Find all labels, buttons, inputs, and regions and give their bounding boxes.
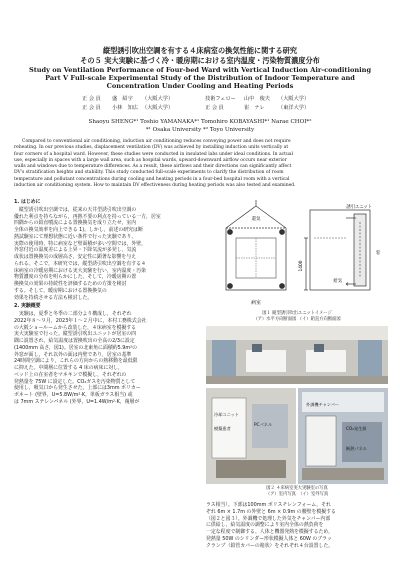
body-line: に抑えた。中間層に位置する 4 床の病床に対し，: [14, 365, 123, 371]
body-line: クランプ（鉛管カバーの箱状）をそれぞれ４台設置した。: [206, 542, 334, 549]
photo-panel: [206, 326, 388, 484]
body-line: 外窓が面し，それ以外の面は内壁であり，居室の基準: [14, 351, 132, 358]
body-line: 実験は，夏季と冬季の二部分より構成し，それぞれ: [14, 311, 132, 317]
abstract-line: induction air conditioning system. How to maintain DV effectiveness during heating periods was also tested and examined.: [14, 183, 296, 189]
affiliations-english: *¹ Osaka University *² Toyo University: [145, 127, 255, 133]
title-japanese-line-2: その５ 実大実験に基づく冷・暖房期における室内温度・汚染物質濃度分布: [80, 56, 320, 65]
body-line: られる。そこで，本研究では，縦型誘引吹出空調を有する４: [14, 260, 146, 267]
photo-label-cooling-unit: 冷却ユニット: [214, 412, 239, 417]
body-line: 実際の使用時，特に病室など壁面積が多い空間では，外壁，: [14, 240, 147, 247]
abstract-line: reheating. In our previous studies, displacement ventilation (DV) was achieved by installing induction units vertically at: [14, 145, 289, 151]
body-line: 四隅からの鉛直噴流による置換換気を成り立たせ，室内: [14, 220, 137, 227]
body-line: 全体の換気効率を向上できる 1)。しかし，前述の研究は断: [14, 227, 143, 233]
author-role: 正 会 員: [82, 96, 101, 102]
abstract-line: temperature and pollutant concentrations during cooling and heating periods in a four-bed hospital room with a vertical: [14, 176, 290, 182]
body-line: 実大実験室で行った。縦型誘引吹出ユニットが居室の四: [14, 331, 137, 338]
author-role: 正 会 員: [205, 105, 224, 111]
body-line: 発熱量を 75W に設定した。CO₂ガスを汚染物質として: [14, 378, 136, 385]
authors-english: Shaoyu SHENG*¹ Toshio YAMANAKA*¹ Tomohiro KOBAYASHI*¹ Narae CHOI*²: [88, 119, 312, 125]
author-affiliation: （大阪大学）: [142, 96, 174, 102]
abstract-line: four corners of a hospital ward. However, these studies were conducted in insulated labs under ideal conditions. In actual: [14, 151, 294, 157]
section-heading-intro: 1. はじめに: [14, 199, 41, 205]
title-english-line-1: Study on Ventilation Performance of Four-bed Ward with Vertical Induction Air-conditioning: [28, 66, 372, 74]
body-line: 熱試験室にて理想状態に近い条件で行った実験であり，: [14, 233, 137, 240]
author-row-1: [0, 95, 400, 104]
diagram-height-label: 1400: [299, 260, 304, 272]
body-line: する。そして，暖房期における置換換気の: [14, 287, 107, 294]
body-line: の大阪ショールームから改装した，４床病室を模擬する: [14, 324, 137, 331]
body-line: 優れた利点を持ちながら，再熱不要の利点を持っている一方，居室: [14, 213, 161, 220]
title-english-line-3: Concentration Under Cooling and Heating Periods: [106, 82, 294, 90]
body-line: 一定な程度で制御する。人体と機器発熱を模擬するため，: [206, 529, 333, 535]
body-line: 外窓付近の温度差による上昇・下降気流が多発し，気流: [14, 247, 137, 254]
section-heading-overview: 2. 実験概要: [14, 303, 41, 310]
body-line: は 7mm ステレンパネル (外界，U=1.4W/m²·K，複層が: [14, 398, 140, 405]
author-role: 正 会 員: [82, 105, 101, 111]
induction-unit-diagram: [206, 198, 388, 310]
photo-label-insulation: 断熱パネル: [346, 446, 367, 451]
body-line: ボネート (壁界，U=5.8W/m²·K，単板ガラス相当) 或: [14, 392, 133, 398]
author-name: 小林 知広: [112, 105, 138, 111]
abstract-line: Compared to conventional air conditioning, induction air conditioning reduces conveying power and does not require: [22, 139, 291, 144]
author-name: 盛 紹宇: [112, 96, 133, 102]
title-japanese-line-1: 縦型誘引吹出空調を有する４床病室の換気性能に関する研究: [102, 46, 298, 55]
diagram-return-air-label: 還気: [251, 217, 261, 222]
figure-2-caption-line-1: 図２ ４床病室実大実験室の写真: [266, 486, 328, 491]
body-line: ベッド上の在室者をマネキンで模擬し，それぞれの: [14, 371, 127, 378]
body-line: 使用し，吸気口から発生させた。上部には3mm ポリカー: [14, 385, 141, 392]
body-line: 成状は置換換気の成層高さ，安定性に顕著な影響を与え: [14, 254, 137, 260]
diagram-room-label: 病室: [250, 300, 262, 306]
left-column: [14, 199, 200, 406]
right-column: [206, 502, 388, 549]
photo-label-chamber: 外調機チャンバー: [306, 402, 340, 407]
body-line: 隅に設置され，給気温度は置換吹出の全高の2/3に設定: [14, 338, 135, 344]
diagram-window-label: 窓: [375, 251, 381, 256]
figure-1-caption-line-1: 図１ 縦型誘引吹出ユニットイメージ: [262, 311, 332, 316]
figure-1-diagram: [206, 198, 388, 310]
figure-2-photos: [206, 326, 388, 484]
author-role: 技術フェロー: [205, 96, 236, 102]
body-line: に供給し，給気温度の調整により室内全体の熱負荷を: [206, 522, 324, 529]
photo-label-patient: 模擬患者: [214, 426, 231, 431]
author-affiliation: （大阪大学）: [278, 96, 310, 102]
photo-label-pc-panel: PCパネル: [254, 422, 273, 427]
body-line: ラス相当）。下部は100mm ポリスチレンフォーム，それ: [206, 502, 331, 508]
photo-exterior-left: [206, 388, 296, 484]
author-name: 山中 俊夫: [244, 96, 270, 102]
body-line: 24時間空調により，これらの方向からの熱移動を最低限: [14, 358, 138, 365]
body-line: 物質濃度の分布を明らかにした。そして，冷暖房期の置: [14, 274, 137, 281]
figure-1-caption-line-2: （ア）水平方向断面図 （イ）鉛直方向断面図: [253, 317, 341, 322]
body-line: 効果を持続させる方法も検討した。: [14, 294, 93, 301]
abstract-line: DV's stratification heights and stability. This study conducted full-scale experiments to clarify the distribution of room: [14, 170, 284, 176]
figure-2-caption-line-2: （ア）室内写真 （イ）室外写真: [265, 492, 329, 497]
body-line: 2022年８～９月，2023年１～２月中に，本村工務株式会社: [14, 317, 147, 324]
diagram-unit-label: 誘引ユニット: [346, 205, 372, 210]
abstract-line: walls and windows due to temperature differences. As a result, these airflows and their directions can significantly affect: [14, 164, 292, 170]
abstract-line: use, especially in spaces with a large wall area, such as hospital wards, upward-downward airflow occurs near exterior: [14, 157, 287, 163]
body-line: 換換気の効果の持続性を評価するための方策を検討: [14, 281, 127, 287]
abstract: [14, 139, 386, 189]
body-line: 床病室の冷暖房期における実大実験を行い，室内温度・汚染: [14, 267, 147, 274]
title-english-line-2: Part Ⅴ Full-scale Experimental Study of the Distribution of Indoor Temperature and: [45, 74, 355, 82]
plan-view: [226, 200, 286, 290]
body-line: 縦型誘引吹出空調では，従来の天井型誘引吹出空調の: [14, 206, 137, 213]
diagram-supply-air-label: 給気: [333, 279, 342, 284]
author-row-2: [0, 104, 400, 113]
author-affiliation: （東洋大学）: [278, 105, 310, 111]
body-line: (1400mm 高さ，図1)。居室の北東角に面積約5.9m²の: [14, 344, 138, 351]
author-affiliation: （大阪大学）: [142, 105, 174, 111]
body-line: （図２と図３）。外調機で処理した外気をチャンバー内部: [206, 515, 331, 522]
elevation-view: [304, 210, 370, 290]
body-line: ぞれ 6m × 1.7m の外壁と 6m × 0.9m の腰壁を模擬する: [206, 508, 336, 515]
body-line: 発熱量 50W のシリンダー形状模擬人体と 60W のブラッ: [206, 535, 332, 542]
author-name: 崔 ナレ: [244, 105, 265, 111]
photo-label-co2: CO₂発生源: [346, 426, 367, 431]
photo-interior: [206, 326, 388, 384]
